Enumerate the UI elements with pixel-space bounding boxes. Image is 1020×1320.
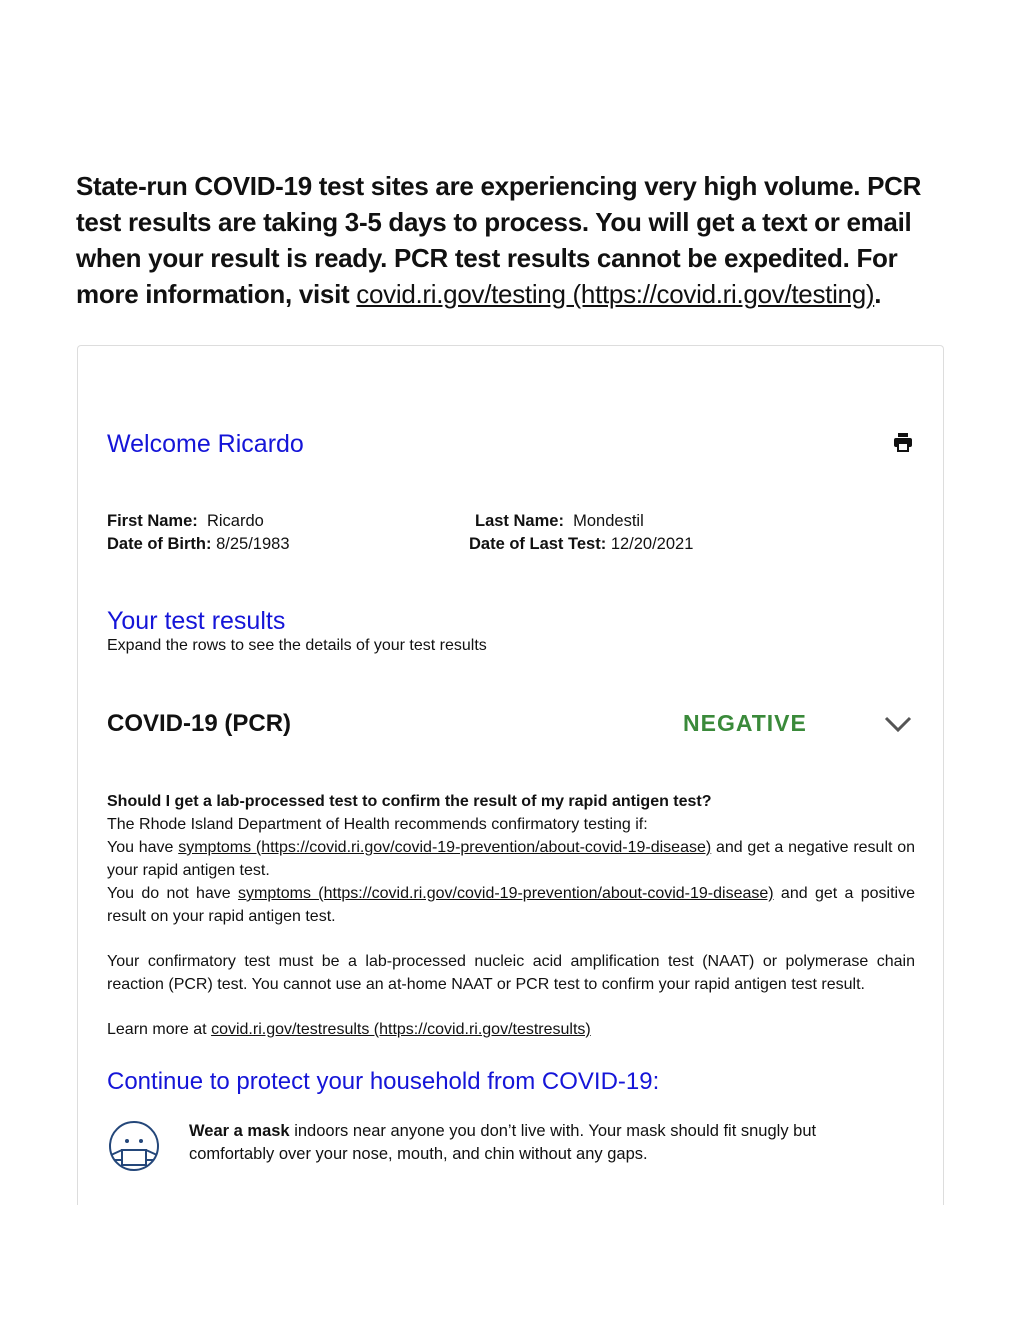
test-result-badge: NEGATIVE [683, 710, 807, 736]
symptoms-link[interactable]: symptoms (https://covid.ri.gov/covid-19-prevention/about-covid-19-disease) [178, 839, 712, 856]
face-mask-icon [108, 1120, 160, 1172]
test-details [107, 790, 915, 1041]
last-test-label: Date of Last Test: [469, 535, 607, 553]
case2-pre: You do not have [107, 885, 239, 902]
case-2 [107, 882, 915, 928]
last-name-label: Last Name: [475, 512, 564, 530]
details-intro: The Rhode Island Department of Health recommends confirmatory testing if: [107, 816, 648, 833]
notice-banner [76, 168, 946, 312]
case2-post: and get a positive result on your rapid antigen test. [107, 885, 915, 925]
welcome-heading: Welcome Ricardo [107, 430, 304, 458]
symptoms-link[interactable]: symptoms (https://covid.ri.gov/covid-19-prevention/about-covid-19-disease) [238, 885, 774, 902]
results-card [77, 345, 944, 1205]
last-name-row [475, 510, 644, 533]
dob-label: Date of Birth: [107, 535, 212, 553]
banner-text: State-run COVID-19 test sites are experiencing very high volume. PCR test results are taking 3-5 days to process. You will get a text or email when your result is ready. PCR test results cannot be expedited. For more information, visit [76, 171, 922, 309]
last-test-row [469, 533, 693, 556]
testing-link[interactable]: covid.ri.gov/testing (https://covid.ri.gov/testing) [356, 279, 875, 309]
dob-value: 8/25/1983 [216, 535, 290, 553]
dob-row [107, 533, 290, 556]
details-question: Should I get a lab-processed test to confirm the result of my rapid antigen test? [107, 793, 712, 810]
print-icon[interactable] [893, 432, 913, 452]
first-name-label: First Name: [107, 512, 198, 530]
mask-advice-bold: Wear a mask [189, 1122, 290, 1140]
case1-post: and get a negative result on your rapid antigen test. [107, 839, 916, 879]
results-subtitle: Expand the rows to see the details of your test results [107, 637, 487, 654]
first-name-row [107, 510, 264, 533]
last-test-value: 12/20/2021 [610, 535, 694, 553]
learn-pre: Learn more at [107, 1021, 212, 1038]
last-name-value: Mondestil [573, 512, 644, 530]
testresults-link[interactable]: covid.ri.gov/testresults (https://covid.ri.gov/testresults) [211, 1021, 591, 1038]
protect-heading: Continue to protect your household from COVID-19: [107, 1068, 660, 1095]
banner-end: . [874, 279, 882, 309]
case-1 [107, 836, 915, 882]
case1-pre: You have [107, 839, 179, 856]
mask-advice-text: indoors near anyone you don’t live with. Your mask should fit snugly but comfortably over your nose, mouth, and chin without any gaps. [189, 1122, 817, 1163]
mask-advice [189, 1120, 849, 1166]
results-heading: Your test results [107, 607, 286, 635]
learn-more [107, 1018, 915, 1041]
confirm-text: Your confirmatory test must be a lab-processed nucleic acid amplification test (NAAT) or polymerase chain reaction (PCR) test. You cannot use an at-home NAAT or PCR test to confirm your rapid antigen test result. [107, 953, 915, 993]
test-name[interactable]: COVID-19 (PCR) [107, 710, 292, 737]
first-name-value: Ricardo [206, 512, 264, 530]
chevron-down-icon[interactable] [883, 714, 913, 734]
